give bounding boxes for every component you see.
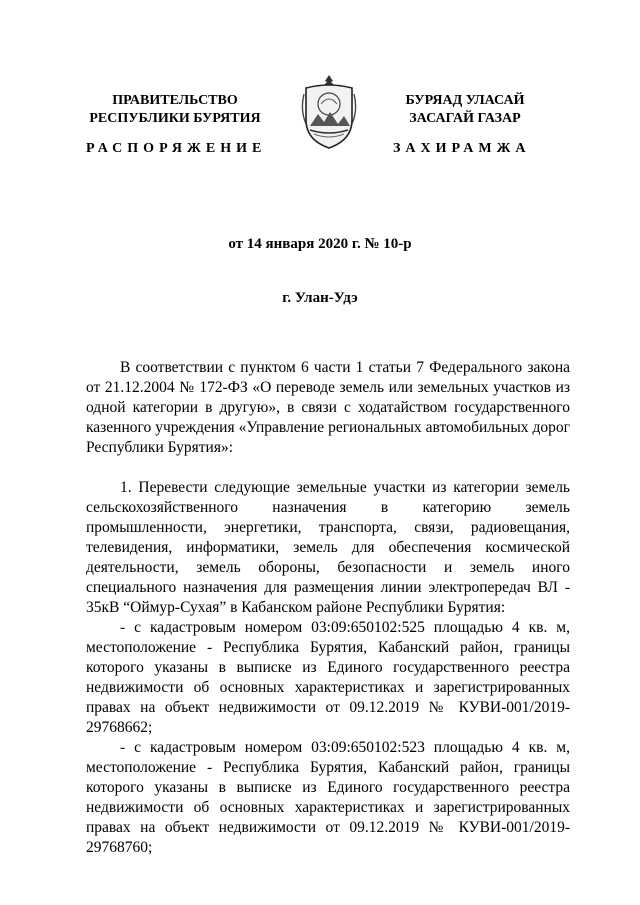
document-type-russian: РАСПОРЯЖЕНИЕ bbox=[86, 141, 267, 156]
issuer-line-1: ПРАВИТЕЛЬСТВО bbox=[112, 93, 238, 108]
land-plot-item: - с кадастровым номером 03:09:650102:525 площадью 4 кв. м, местоположение - Республика Бурятия, Кабанский район, границы которого указаны в выписке из Единого государственного реестра недвижимости об основных характеристиках и зарегистрированных правах на объект недвижимости от 09.12.2019 № КУВИ-001/2019-29768662; bbox=[86, 619, 570, 736]
issuer-line-2: РЕСПУБЛИКИ БУРЯТИЯ bbox=[89, 111, 261, 126]
issuer-header-buryat bbox=[375, 92, 555, 128]
document-type-buryat: ЗАХИРАМЖА bbox=[393, 141, 531, 156]
document-body bbox=[86, 358, 570, 858]
preamble-paragraph: В соответствии с пунктом 6 части 1 статьи 7 Федерального закона от 21.12.2004 № 172-ФЗ «О переводе земель или земельных участков из одной категории в другую», в связи с ходатайством государственного казенного учреждения «Управление региональных автомобильных дорог Республики Бурятия»: bbox=[86, 359, 570, 456]
land-plot-item: - с кадастровым номером 03:09:650102:523 площадью 4 кв. м, местоположение - Республика Бурятия, Кабанский район, границы которого указаны в выписке из Единого государственного реестра недвижимости об основных характеристиках и зарегистрированных правах на объект недвижимости от 09.12.2019 № КУВИ-001/2019-29768760; bbox=[86, 739, 570, 856]
clause-1-paragraph: 1. Перевести следующие земельные участки из категории земель сельскохозяйственного назначения в категорию земель промышленности, энергетики, транспорта, связи, радиовещания, телевидения, информатики, земель для обеспечения космической деятельности, земель обороны, безопасности и земель иного специального назначения для размещения линии электропередач ВЛ - 35кВ “Оймур-Сухая” в Кабанском районе Республики Бурятия: bbox=[86, 479, 570, 616]
order-city: г. Улан-Удэ bbox=[282, 290, 358, 306]
issuer-line-2-buryat: ЗАСАГАЙ ГАЗАР bbox=[409, 111, 521, 126]
issuer-header-russian bbox=[80, 92, 270, 128]
order-date-number: от 14 января 2020 г. № 10-р bbox=[228, 236, 412, 252]
coat-of-arms-emblem-icon bbox=[300, 74, 358, 150]
issuer-line-1-buryat: БУРЯАД УЛАСАЙ bbox=[405, 93, 525, 108]
